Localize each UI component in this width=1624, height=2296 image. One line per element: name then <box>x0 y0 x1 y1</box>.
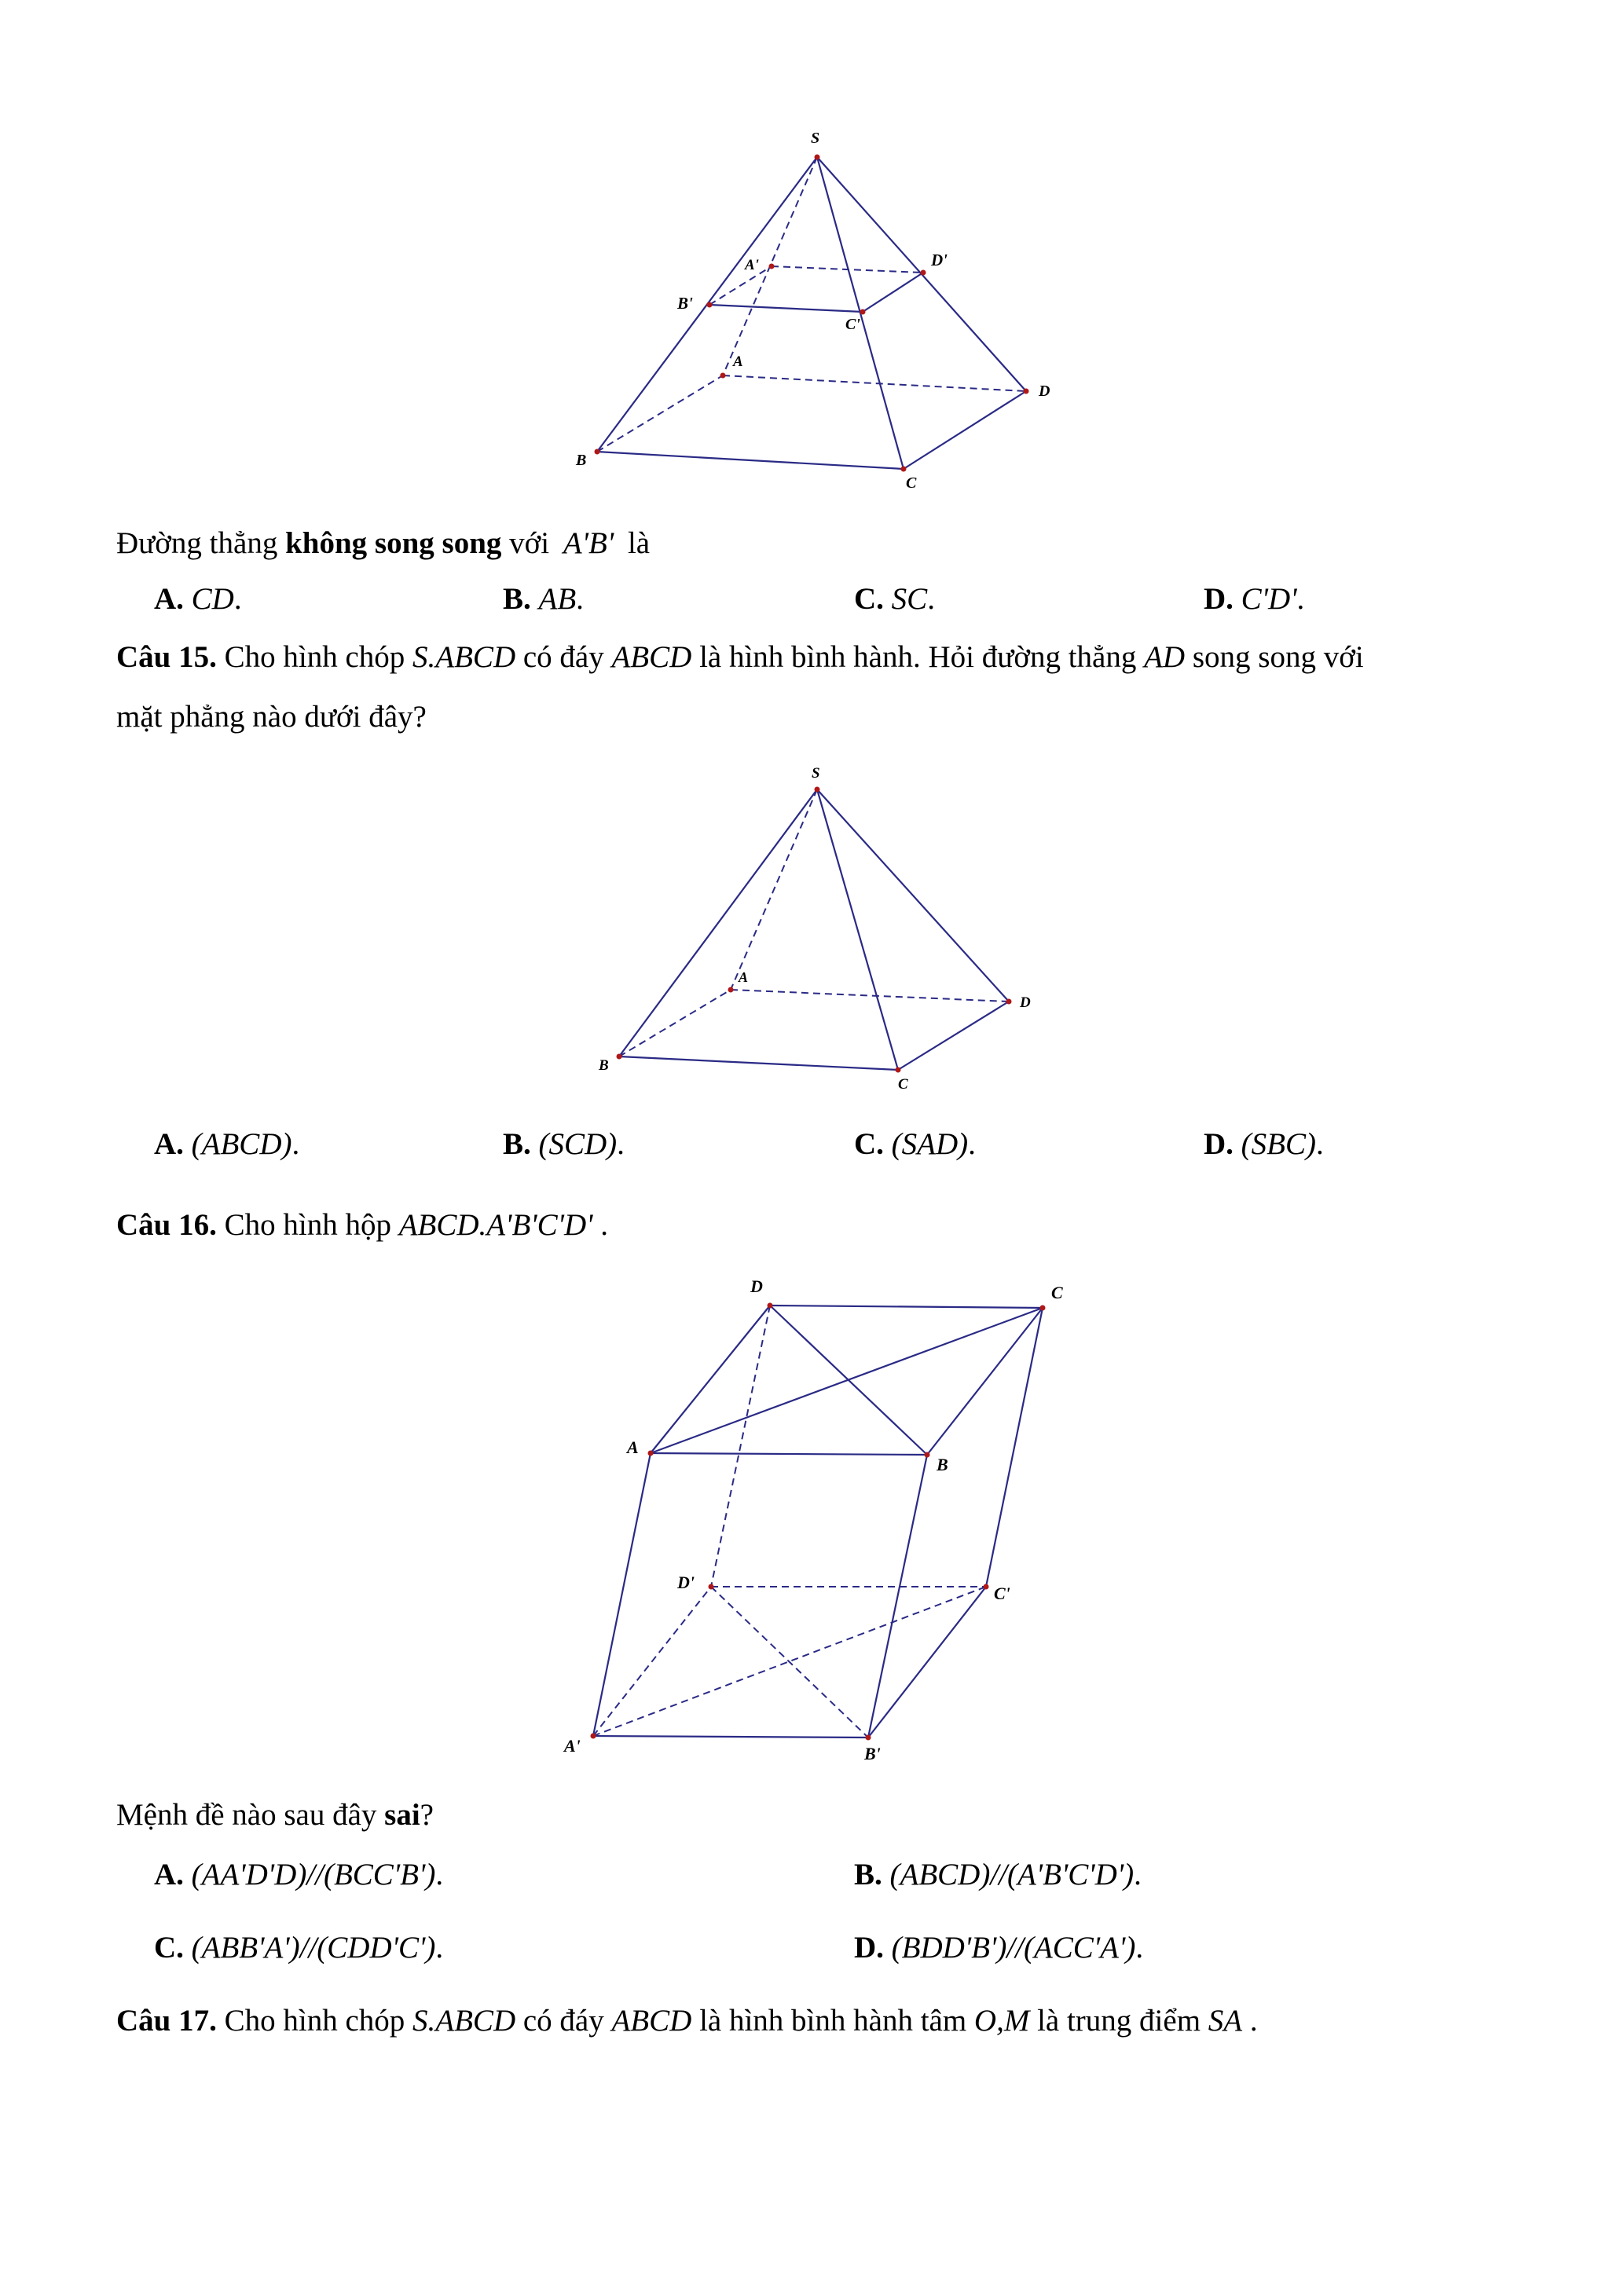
label-c: C <box>1051 1283 1063 1302</box>
q16-option-a[interactable]: A. (AA'D'D)//(BCC'B'). <box>154 1858 444 1891</box>
q14-option-d[interactable]: D. C'D'. <box>1204 582 1305 616</box>
label-b: B <box>599 1057 609 1074</box>
q14-stem: Đường thẳng không song song với A'B' là <box>116 526 651 560</box>
label-b-prime: B' <box>864 1744 881 1763</box>
label-a-prime: A' <box>564 1736 581 1756</box>
label-c: C <box>906 474 917 492</box>
q15-option-b[interactable]: B. (SCD). <box>503 1127 625 1161</box>
q14-option-b[interactable]: B. AB. <box>503 582 584 616</box>
label-b: B <box>576 452 587 469</box>
label-d: D <box>750 1276 763 1296</box>
label-d-prime: D' <box>677 1573 695 1592</box>
q16-stem: Câu 16. Cho hình hộp ABCD.A'B'C'D' . <box>116 1208 608 1242</box>
label-d: D <box>1039 383 1050 400</box>
q17-stem: Câu 17. Cho hình chóp S.ABCD có đáy ABCD là hình bình hành tâm O,M là trung điểm SA . <box>116 2004 1258 2038</box>
label-a: A <box>739 969 749 985</box>
q16-question: Mệnh đề nào sau đây sai? <box>116 1798 434 1832</box>
label-c: C <box>898 1076 908 1093</box>
q15-stem-line1: Câu 15. Cho hình chóp S.ABCD có đáy ABCD là hình bình hành. Hỏi đường thẳng AD song song với <box>116 640 1364 674</box>
q15-stem-line2: mặt phẳng nào dưới đây? <box>116 700 427 734</box>
q16-option-b[interactable]: B. (ABCD)//(A'B'C'D'). <box>854 1858 1142 1891</box>
q14-option-c[interactable]: C. SC. <box>854 582 935 616</box>
q15-option-d[interactable]: D. (SBC). <box>1204 1127 1324 1161</box>
label-s: S <box>812 765 820 782</box>
label-d-prime: D' <box>931 251 948 269</box>
q15-option-c[interactable]: C. (SAD). <box>854 1127 976 1161</box>
label-c-prime: C' <box>845 316 860 333</box>
label-a: A <box>627 1437 639 1457</box>
q16-option-c[interactable]: C. (ABB'A')//(CDD'C'). <box>154 1931 444 1965</box>
label-b: B <box>937 1455 948 1474</box>
label-c-prime: C' <box>994 1584 1010 1603</box>
label-b-prime: B' <box>677 294 693 313</box>
q16-option-d[interactable]: D. (BDD'B')//(ACC'A'). <box>854 1931 1144 1965</box>
label-a-prime: A' <box>745 257 759 273</box>
q14-option-a[interactable]: A. CD. <box>154 582 242 616</box>
q15-option-a[interactable]: A. (ABCD). <box>154 1127 300 1161</box>
label-s: S <box>811 130 820 147</box>
label-a: A <box>733 353 743 370</box>
label-d: D <box>1020 994 1031 1011</box>
